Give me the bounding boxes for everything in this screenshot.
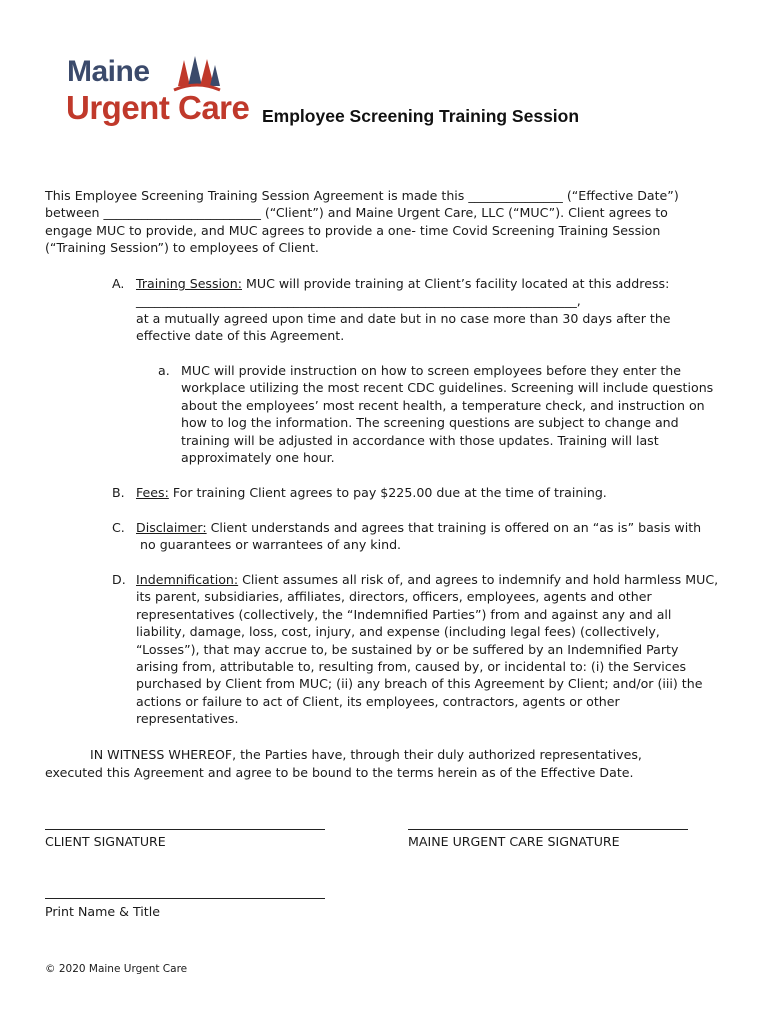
section-d-text: its parent, subsidiaries, affiliates, directors, officers, employees, agents and other [136, 589, 652, 605]
client-signature-line[interactable] [45, 829, 325, 830]
address-blank-line: ______________________________________________________________________, [136, 293, 581, 309]
section-a-marker: A. [112, 276, 125, 291]
subsection-line: approximately one hour. [181, 449, 335, 465]
client-signature-label: CLIENT SIGNATURE [45, 834, 166, 849]
section-c-marker: C. [112, 520, 125, 535]
section-b-heading: Fees: [136, 485, 169, 500]
subsection-line: about the employees’ most recent health, a temperature check, and instruction on [181, 397, 705, 413]
intro-paragraph [45, 187, 679, 257]
print-name-label: Print Name & Title [45, 904, 160, 919]
muc-signature-label: MAINE URGENT CARE SIGNATURE [408, 834, 620, 849]
section-d-marker: D. [112, 572, 126, 587]
subsection-line: workplace utilizing the most recent CDC guidelines. Screening will include questions [181, 380, 714, 396]
intro-line: This Employee Screening Training Session Agreement is made this _______________ (“Effective Date”) [45, 188, 679, 203]
section-d-text: purchased by Client from MUC; (ii) any breach of this Agreement by Client; and/or (iii) the [136, 676, 703, 692]
section-d-text: representatives. [136, 711, 239, 727]
section-d [136, 571, 718, 728]
section-d-text: “Losses”), that may accrue to, be sustained by or be suffered by an Indemnified Party [136, 641, 679, 657]
section-a [136, 275, 671, 345]
subsection-line: how to log the information. The screening questions are subject to change and [181, 415, 679, 431]
section-d-text: arising from, attributable to, resulting from, caused by, or incidental to: (i) the Services [136, 658, 687, 674]
logo-maine-text: Maine [67, 55, 150, 88]
print-name-line[interactable] [45, 898, 325, 899]
section-a-text: MUC will provide training at Client’s facility located at this address: [242, 276, 670, 291]
section-b-text: For training Client agrees to pay $225.00 due at the time of training. [168, 485, 607, 500]
section-d-heading: Indemnification: [136, 572, 239, 587]
section-d-text: representatives (collectively, the “Indemnified Parties”) from and against any and all [136, 606, 672, 622]
section-c-heading: Disclaimer: [136, 520, 207, 535]
subsection-a [181, 362, 713, 466]
section-a-heading: Training Session: [136, 276, 242, 291]
section-c-text: no guarantees or warrantees of any kind. [140, 537, 402, 553]
witness-line: executed this Agreement and agree to be bound to the terms herein as of the Effective Date. [45, 765, 634, 780]
section-d-text: liability, damage, loss, cost, injury, and expense (including legal fees) (collectively, [136, 624, 660, 640]
subsection-line: MUC will provide instruction on how to screen employees before they enter the [181, 363, 682, 378]
section-c-text: Client understands and agrees that training is offered on an “as is” basis with [206, 520, 702, 535]
document-title: Employee Screening Training Session [262, 106, 580, 126]
intro-line: between _________________________ (“Client”) and Maine Urgent Care, LLC (“MUC”). Client agrees to [45, 205, 668, 221]
intro-line: (“Training Session”) to employees of Client. [45, 240, 319, 256]
subsection-line: training will be adjusted in accordance with those updates. Training will last [181, 432, 659, 448]
section-b [136, 484, 607, 501]
muc-signature-line[interactable] [408, 829, 688, 830]
footer-copyright: © 2020 Maine Urgent Care [45, 963, 188, 975]
section-b-marker: B. [112, 485, 125, 500]
section-d-text: Client assumes all risk of, and agrees to indemnify and hold harmless MUC, [238, 572, 719, 587]
section-c [136, 519, 701, 554]
section-a-text: effective date of this Agreement. [136, 328, 345, 344]
section-d-text: actions or failure to act of Client, its employees, contractors, agents or other [136, 693, 620, 709]
subsection-a-marker: a. [158, 363, 170, 378]
pine-trees-logo-icon [172, 56, 222, 92]
logo-urgent-care-text: Urgent Care [66, 89, 250, 126]
witness-line: IN WITNESS WHEREOF, the Parties have, through their duly authorized representatives, [90, 747, 642, 762]
intro-line: engage MUC to provide, and MUC agrees to provide a one- time Covid Screening Training Session [45, 222, 661, 238]
section-a-text: at a mutually agreed upon time and date but in no case more than 30 days after the [136, 310, 671, 326]
